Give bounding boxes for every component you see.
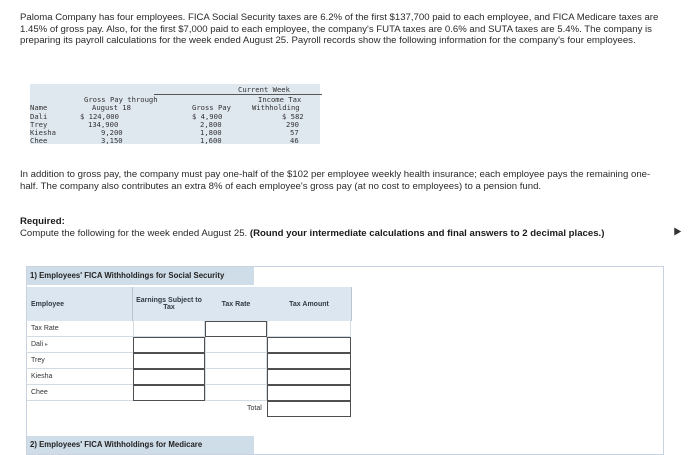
header-name: Name: [30, 103, 48, 112]
kiesha-rate-cell: [205, 369, 267, 385]
medicare-table-title: 2) Employees' FICA Withholdings for Medicare: [27, 436, 254, 454]
row-tax: 46: [290, 136, 299, 145]
chee-amount-input[interactable]: [267, 385, 351, 401]
row-ytd: $ 124,000: [80, 112, 119, 121]
required-rounding: (Round your intermediate calculations and final answers to 2 decimal places.): [249, 227, 605, 239]
row-ytd: 3,150: [101, 136, 123, 145]
problem-intro: Paloma Company has four employees. FICA Social Security taxes are 6.2% of the first $137,700 paid to each employee, and FICA Medicare taxes are 1.45% of gross pay. Also, for the first $7,000 paid to each employee, the company's FUTA taxes are 0.6% and SUTA taxes are 5.4%. The company is preparing its payroll calculations for the week ended August 25. Payroll records show the following information for the company's four employees.: [20, 12, 659, 47]
chee-rate-cell: [205, 385, 267, 401]
insurance-text: In addition to gross pay, the company must pay one-half of the $102 per employee weekly health insurance; each employee pays the remaining one-half. The company also contributes an extra 8% of each employee's gross pay (at no cost to employees) to a pension fund.: [20, 169, 651, 192]
row-gross: $ 4,900: [192, 112, 223, 121]
row-name: Dali: [30, 112, 48, 121]
row-tax: 57: [290, 128, 299, 137]
row-gross: 1,800: [200, 128, 222, 137]
header-gross-pay: Gross Pay: [192, 103, 231, 112]
row-label-kiesha: Kiesha: [27, 369, 133, 385]
required-text: Compute the following for the week ended August 25.: [20, 227, 248, 239]
chee-earnings-input[interactable]: [133, 385, 205, 401]
row-label-dali: Dali ▸: [27, 337, 133, 353]
header-gross-through: Gross Pay through: [84, 95, 158, 104]
dali-rate-cell: [205, 337, 267, 353]
row-name: Trey: [30, 120, 48, 129]
col-rate-header: Tax Rate: [205, 287, 268, 321]
row-label-chee: Chee: [27, 385, 133, 401]
trey-earnings-input[interactable]: [133, 353, 205, 369]
required-block: [20, 216, 660, 239]
row-tax: 290: [286, 120, 299, 129]
dali-amount-input[interactable]: [267, 337, 351, 353]
row-label-tax-rate: Tax Rate: [27, 321, 133, 337]
dali-earnings-input[interactable]: [133, 337, 205, 353]
mouse-cursor-icon: [671, 225, 681, 235]
answer-table-title: 1) Employees' FICA Withholdings for Social Security: [27, 267, 254, 285]
tax-rate-amount-cell: [267, 321, 351, 337]
answer-table: [26, 266, 664, 455]
row-tax: $ 582: [282, 112, 304, 121]
trey-rate-cell: [205, 353, 267, 369]
total-amount-input[interactable]: [267, 401, 351, 417]
header-income-tax: Income Tax: [258, 95, 302, 104]
kiesha-earnings-input[interactable]: [133, 369, 205, 385]
kiesha-amount-input[interactable]: [267, 369, 351, 385]
col-amount-header: Tax Amount: [267, 287, 352, 321]
row-name: Chee: [30, 136, 48, 145]
group-header: Current Week: [238, 85, 290, 94]
row-name: Kiesha: [30, 128, 56, 137]
required-label: Required:: [20, 216, 65, 227]
row-ytd: 9,200: [101, 128, 123, 137]
trey-amount-input[interactable]: [267, 353, 351, 369]
header-withholding: Withholding: [252, 103, 300, 112]
row-gross: 2,800: [200, 120, 222, 129]
row-ytd: 134,900: [88, 120, 119, 129]
row-label-trey: Trey: [27, 353, 133, 369]
col-earnings-header: Earnings Subject to Tax: [133, 287, 206, 321]
header-august: August 18: [92, 103, 131, 112]
tax-rate-input[interactable]: [205, 321, 267, 337]
total-label: Total: [247, 405, 262, 412]
tax-rate-earnings-cell: [133, 321, 205, 337]
col-employee-header: Employee: [27, 287, 133, 321]
row-gross: 1,600: [200, 136, 222, 145]
